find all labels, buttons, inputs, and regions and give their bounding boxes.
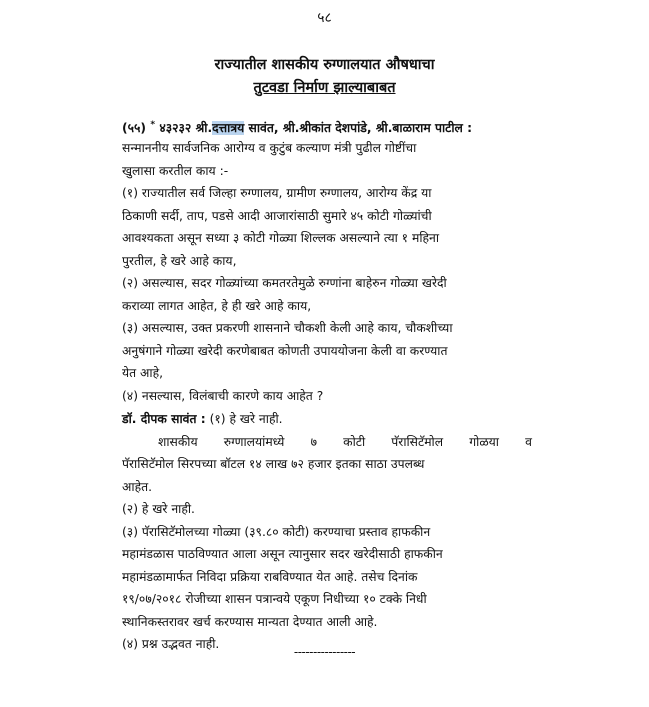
answer-block: [122, 408, 532, 656]
question-intro-2: खुलासा करतील काय :-: [122, 163, 229, 178]
question-number: (५५): [122, 121, 147, 136]
answer-1-detail-2: पॅरासिटॅमोल सिरपच्या बॉटल १४ लाख ७२ हजार इतका साठा उपलब्ध: [122, 457, 425, 471]
document-title: [0, 54, 649, 100]
answer-1: [122, 408, 532, 431]
text-line: पुरतील, हे खरे आहे काय,: [122, 253, 237, 268]
text-line: अनुषंगाने गोळ्या खरेदी करणेबाबत कोणती उपाययोजना केली वा करण्यात: [122, 343, 448, 358]
separator-line: ----------------: [293, 645, 356, 659]
answer-1-detail-1: शासकीय रुग्णालयांमध्ये ७ कोटी पॅरासिटॅमोल गोळया व: [158, 434, 532, 449]
text-line: आवश्यकता असून सध्या ३ कोटी गोळ्या शिल्लक असल्याने त्या १ महिना: [122, 231, 440, 245]
text-line: महामंडळामार्फत निविदा प्रक्रिया राबविण्यात येत आहे. तसेच दिनांक: [122, 569, 418, 584]
text-line: ठिकाणी सर्दी, ताप, पडसे आदी आजारांसाठी सुमारे ४५ कोटी गोळ्यांची: [122, 208, 432, 223]
answer-1-detail-3: आहेत.: [122, 479, 153, 494]
text-line: महामंडळास पाठविण्यात आला असून त्यानुसार सदर खरेदीसाठी हाफकीन: [122, 547, 443, 561]
question-body: [122, 137, 532, 407]
answer-2: (२) हे खरे नाही.: [122, 502, 195, 516]
text-line: १९/०७/२०१८ रोजीच्या शासन पत्रान्वये एकूण निधीच्या १० टक्के निधी: [122, 592, 427, 606]
page-number: ५८: [317, 10, 332, 26]
text-line: (२) असल्यास, सदर गोळ्यांच्या कमतरतेमुळे रुग्णांना बाहेरुन गोळ्या खरेदी: [122, 276, 447, 290]
question-block: [122, 114, 532, 140]
question-item-4: [122, 385, 532, 408]
text-line: स्थानिकस्तरावर खर्च करण्यास मान्यता देण्यात आली आहे.: [122, 614, 378, 629]
text-line: (३) पॅरासिटॅमोलच्या गोळ्या (३९.८० कोटी) करण्याचा प्रस्ताव हाफकीन: [122, 524, 431, 539]
text-line: (४) नसल्यास, विलंबाची कारणे काय आहेत ?: [122, 388, 324, 403]
answer-4: (४) प्रश्न उद्भवत नाही.: [122, 637, 220, 651]
answer-3: [122, 521, 532, 634]
question-header: [122, 114, 532, 140]
question-item-2: [122, 272, 532, 317]
text-line: येत आहे,: [122, 366, 164, 380]
text-line: कराव्या लागत आहेत, हे ही खरे आहे काय,: [122, 298, 312, 313]
highlighted-name: दत्तात्रय: [212, 121, 245, 136]
title-line-1: राज्यातील शासकीय रुग्णालयात औषधाचा: [214, 57, 435, 73]
title-line-2: तुटवडा निर्माण झाल्याबाबत: [253, 80, 396, 96]
respondent-name: डॉ. दीपक सावंत :: [122, 412, 206, 426]
question-id: ४३२३२: [159, 121, 192, 136]
answer-1-text: (१) हे खरे नाही.: [205, 412, 283, 426]
text-line: (१) राज्यातील सर्व जिल्हा रुग्णालय, ग्रामीण रुग्णालय, आरोग्य केंद्र या: [122, 186, 432, 200]
question-item-3: [122, 317, 532, 385]
starred-marker: *: [150, 120, 156, 130]
members-list: सावंत, श्री.श्रीकांत देशपांडे, श्री.बाळाराम पाटील :: [244, 121, 473, 136]
text-line: (३) असल्यास, उक्त प्रकरणी शासनाने चौकशी केली आहे काय, चौकशीच्या: [122, 321, 453, 335]
question-intro-1: सन्माननीय सार्वजनिक आरोग्य व कुटुंब कल्याण मंत्री पुढील गोष्टींचा: [122, 141, 417, 155]
member-prefix: श्री.: [195, 121, 213, 136]
question-item-1: [122, 182, 532, 272]
